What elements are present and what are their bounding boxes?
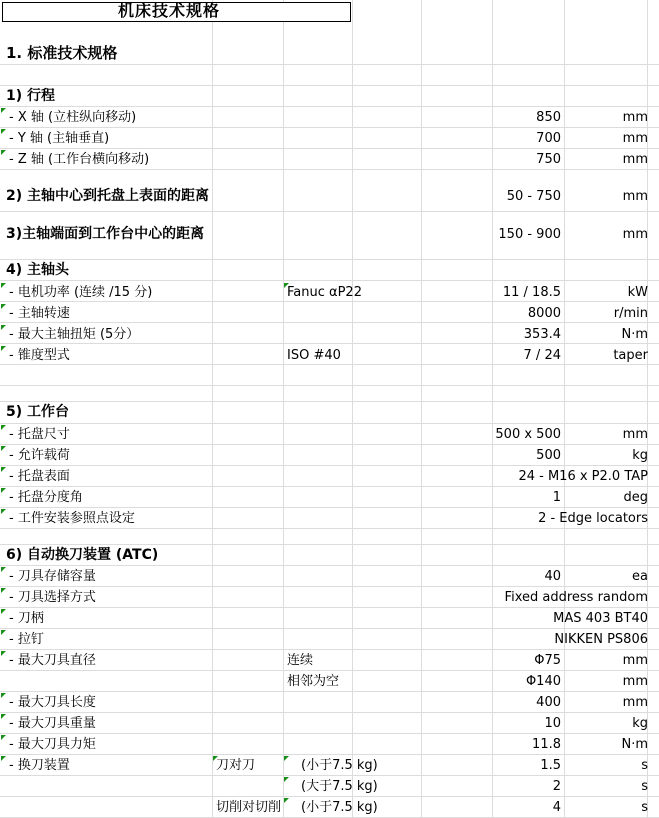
- row-value: 7 / 24: [523, 348, 561, 363]
- row-label: - 锥度型式: [9, 348, 70, 363]
- row-label: - 工件安装参照点设定: [9, 511, 135, 526]
- row-label: - Y 轴 (主轴垂直): [9, 131, 110, 146]
- row-unit: mm: [622, 189, 648, 204]
- row-unit: s: [641, 800, 648, 815]
- spindle-head-heading: 4) 主轴头: [6, 262, 70, 278]
- table-row[interactable]: [0, 324, 659, 345]
- table-row[interactable]: [0, 303, 659, 324]
- comment-marker-icon: [1, 509, 6, 514]
- row-label: - X 轴 (立柱纵向移动): [9, 110, 137, 125]
- row-value: 1.5: [540, 758, 561, 773]
- row-unit: s: [641, 758, 648, 773]
- comment-marker-icon: [284, 756, 289, 761]
- table-row[interactable]: [0, 508, 659, 529]
- row-label: - 托盘表面: [9, 469, 70, 484]
- table-row[interactable]: [0, 149, 659, 170]
- row-value: 50 - 750: [506, 189, 561, 204]
- row-value: 24 - M16 x P2.0 TAP: [518, 469, 648, 484]
- comment-marker-icon: [1, 756, 6, 761]
- comment-marker-icon: [1, 325, 6, 330]
- table-row[interactable]: [0, 186, 659, 207]
- row-unit: N·m: [621, 327, 648, 342]
- comment-marker-icon: [1, 488, 6, 493]
- row-model: ISO #40: [287, 348, 341, 363]
- table-row[interactable]: [0, 224, 659, 245]
- row-label: - 最大刀具直径: [9, 653, 96, 668]
- row-value: 353.4: [523, 327, 561, 342]
- row-label: - 托盘分度角: [9, 490, 83, 505]
- row-value: NIKKEN PS806: [554, 632, 648, 647]
- comment-marker-icon: [1, 129, 6, 134]
- row-condition: (大于7.5 kg): [301, 779, 378, 794]
- comment-marker-icon: [284, 798, 289, 803]
- row-value: Φ140: [525, 674, 561, 689]
- table-row[interactable]: [0, 692, 659, 713]
- comment-marker-icon: [1, 150, 6, 155]
- row-unit: kW: [627, 285, 648, 300]
- grid-row-line: [0, 85, 659, 86]
- row-value: MAS 403 BT40: [553, 611, 648, 626]
- table-row[interactable]: [0, 650, 659, 671]
- row-label: - 最大刀具长度: [9, 695, 96, 710]
- row-value: Φ75: [534, 653, 561, 668]
- table-row[interactable]: [0, 487, 659, 508]
- travel-heading: 1) 行程: [6, 88, 56, 104]
- comment-marker-icon: [1, 346, 6, 351]
- row-unit: kg: [632, 448, 648, 463]
- table-row[interactable]: [0, 282, 659, 303]
- row-value: 2: [552, 779, 561, 794]
- comment-marker-icon: [1, 567, 6, 572]
- spindle-to-table-heading: 3)主轴端面到工作台中心的距离: [6, 226, 205, 242]
- table-row[interactable]: [0, 566, 659, 587]
- comment-marker-icon: [1, 735, 6, 740]
- row-unit: mm: [622, 427, 648, 442]
- comment-marker-icon: [1, 693, 6, 698]
- comment-marker-icon: [1, 425, 6, 430]
- row-value: 11 / 18.5: [502, 285, 561, 300]
- row-value: 4: [552, 800, 561, 815]
- row-value: 11.8: [532, 737, 561, 752]
- row-label: - 最大主轴扭矩 (5分）: [9, 327, 140, 342]
- comment-marker-icon: [1, 651, 6, 656]
- row-unit: taper: [613, 348, 648, 363]
- comment-marker-icon: [1, 108, 6, 113]
- row-label: - 刀柄: [9, 611, 44, 626]
- comment-marker-icon: [1, 588, 6, 593]
- row-model: Fanuc αP22: [287, 285, 362, 300]
- row-unit: mm: [622, 131, 648, 146]
- row-unit: deg: [623, 490, 648, 505]
- row-unit: N·m: [621, 737, 648, 752]
- row-label: - 托盘尺寸: [9, 427, 70, 442]
- spindle-to-pallet-heading: 2) 主轴中心到托盘上表面的距离: [6, 188, 210, 204]
- row-label: - 最大刀具力矩: [9, 737, 96, 752]
- row-label: - 允许载荷: [9, 448, 70, 463]
- comment-marker-icon: [1, 714, 6, 719]
- row-value: 750: [536, 152, 561, 167]
- row-label: - 刀具选择方式: [9, 590, 96, 605]
- table-row[interactable]: [0, 107, 659, 128]
- row-value: Fixed address random: [504, 590, 648, 605]
- row-condition: (小于7.5 kg): [301, 800, 378, 815]
- table-row[interactable]: [0, 128, 659, 149]
- row-value: 700: [536, 131, 561, 146]
- row-label: - 电机功率 (连续 /15 分): [9, 285, 153, 300]
- row-unit: mm: [622, 110, 648, 125]
- section-title: 1. 标准技术规格: [6, 44, 118, 62]
- table-row[interactable]: [0, 713, 659, 734]
- grid-row-line: [0, 259, 659, 260]
- table-row[interactable]: [0, 608, 659, 629]
- row-unit: s: [641, 779, 648, 794]
- row-label: - 拉钉: [9, 632, 44, 647]
- table-row[interactable]: [0, 424, 659, 445]
- row-value: 500: [536, 448, 561, 463]
- row-value: 150 - 900: [498, 227, 561, 242]
- row-unit: mm: [622, 695, 648, 710]
- row-label: - 最大刀具重量: [9, 716, 96, 731]
- row-unit: kg: [632, 716, 648, 731]
- atc-heading: 6) 自动换刀装置 (ATC): [6, 547, 159, 563]
- row-unit: ea: [632, 569, 648, 584]
- row-condition: (小于7.5 kg): [301, 758, 378, 773]
- table-row[interactable]: [0, 671, 659, 692]
- table-row[interactable]: [0, 587, 659, 608]
- comment-marker-icon: [284, 777, 289, 782]
- comment-marker-icon: [1, 446, 6, 451]
- row-value: 2 - Edge locators: [538, 511, 648, 526]
- row-label: - 主轴转速: [9, 306, 70, 321]
- table-row[interactable]: [0, 797, 659, 818]
- row-unit: mm: [622, 152, 648, 167]
- row-mode: 切削对切削: [216, 800, 282, 815]
- comment-marker-icon: [1, 283, 6, 288]
- row-condition: 连续: [287, 653, 314, 668]
- row-unit: mm: [622, 653, 648, 668]
- row-label: - 换刀装置: [9, 758, 70, 773]
- table-row[interactable]: [0, 776, 659, 797]
- table-row[interactable]: [0, 755, 659, 776]
- row-value: 850: [536, 110, 561, 125]
- table-row[interactable]: [0, 734, 659, 755]
- row-value: 8000: [527, 306, 561, 321]
- table-row[interactable]: [0, 345, 659, 366]
- row-value: 10: [544, 716, 561, 731]
- table-row[interactable]: [0, 629, 659, 650]
- table-row[interactable]: [0, 466, 659, 487]
- grid-row-line: [0, 211, 659, 212]
- row-value: 400: [536, 695, 561, 710]
- row-unit: r/min: [613, 306, 648, 321]
- row-label: - Z 轴 (工作台横向移动): [9, 152, 150, 167]
- row-mode: 刀对刀: [216, 758, 256, 773]
- comment-marker-icon: [1, 304, 6, 309]
- row-value: 500 x 500: [495, 427, 561, 442]
- grid-row-line: [0, 280, 659, 281]
- table-heading: 5) 工作台: [6, 404, 70, 420]
- comment-marker-icon: [1, 467, 6, 472]
- comment-marker-icon: [1, 609, 6, 614]
- comment-marker-icon: [1, 630, 6, 635]
- row-value: 1: [552, 490, 561, 505]
- row-condition: 相邻为空: [287, 674, 340, 689]
- grid-row-line: [0, 385, 659, 386]
- table-row[interactable]: [0, 445, 659, 466]
- row-label: - 刀具存储容量: [9, 569, 96, 584]
- sheet-title: 机床技术规格: [118, 1, 221, 20]
- row-value: 40: [544, 569, 561, 584]
- row-unit: mm: [622, 227, 648, 242]
- row-unit: mm: [622, 674, 648, 689]
- grid-row-line: [0, 401, 659, 402]
